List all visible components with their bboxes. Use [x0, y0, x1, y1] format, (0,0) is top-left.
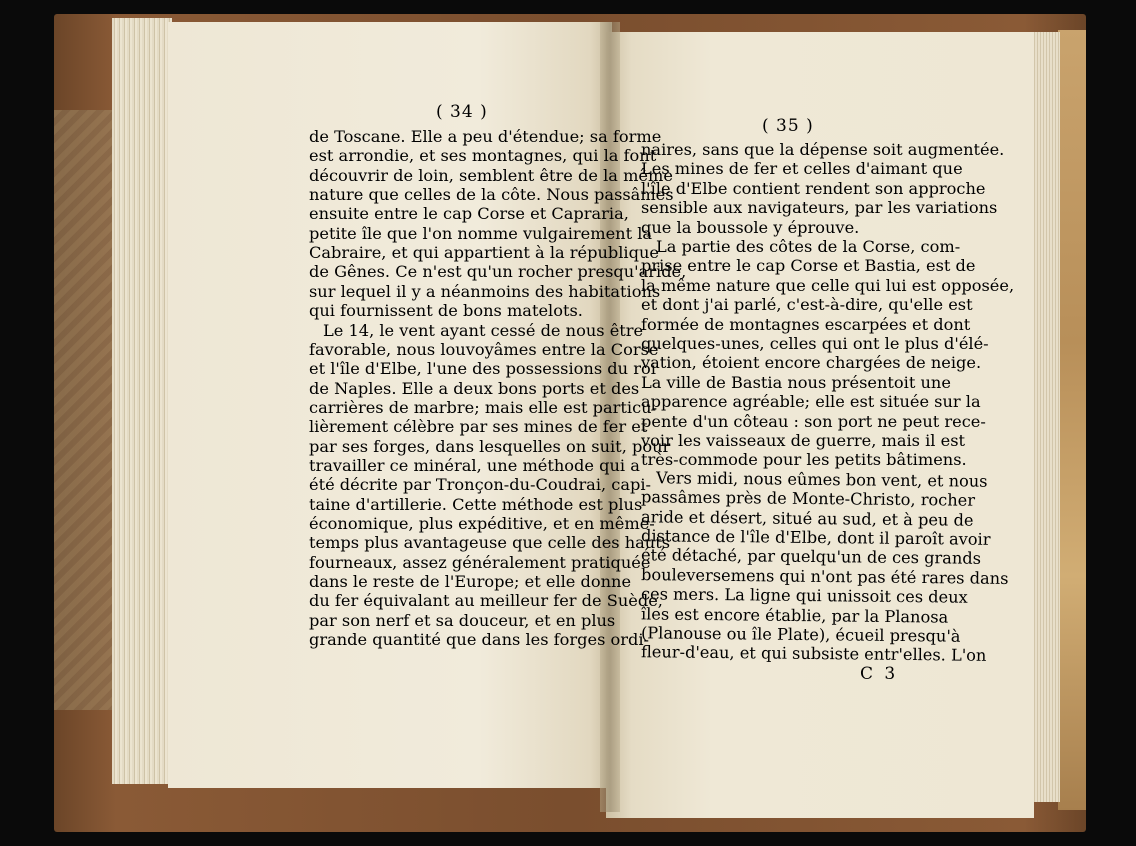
text-line: de Toscane. Elle a peu d'étendue; sa forme [309, 127, 662, 146]
text-line: taine d'artillerie. Cette méthode est plus [309, 494, 643, 514]
cover-edge-right [1058, 30, 1086, 810]
text-line: passâmes près de Monte-Christo, rocher [640, 487, 976, 510]
text-line: qui fournissent de bons matelots. [309, 301, 583, 321]
text-line: de Gênes. Ce n'est qu'un rocher presqu'aride, [309, 262, 687, 282]
text-line: nature que celles de la côte. Nous passâmes [309, 185, 674, 205]
text-line: bouleversemens qui n'ont pas été rares dans [640, 564, 1009, 588]
text-line: petite île que l'on nomme vulgairement la [309, 223, 653, 243]
text-line: économique, plus expéditive, et en même- [309, 514, 655, 533]
text-line: que la boussole y éprouve. [641, 217, 860, 237]
text-line: aride et désert, situé au sud, et à peu de [640, 506, 974, 530]
left-page-number: ( 34 ) [436, 102, 488, 122]
text-line: été décrite par Tronçon-du-Coudrai, capi- [309, 475, 652, 495]
text-line: vation, étoient encore chargées de neige. [641, 353, 982, 373]
text-line: du fer équivalant au meilleur fer de Suède, [309, 591, 663, 611]
text-line: La ville de Bastia nous présentoit une [641, 372, 951, 392]
text-line: très-commode pour les petits bâtimens. [641, 450, 967, 470]
text-line: travailler ce minéral, une méthode qui a [309, 455, 640, 475]
text-line: favorable, nous louvoyâmes entre la Corse [309, 339, 659, 359]
text-line: Les mines de fer et celles d'aimant que [641, 159, 963, 179]
text-line: formée de montagnes escarpées et dont [641, 314, 971, 334]
text-line: grande quantité que dans les forges ordi- [309, 630, 650, 650]
text-line: par son nerf et sa douceur, et en plus [309, 610, 616, 630]
page-stack-right [1032, 32, 1060, 802]
text-line: dans le reste de l'Europe; et elle donne [309, 572, 632, 592]
page-stack-left [112, 18, 172, 784]
text-line: La partie des côtes de la Corse, com- [656, 237, 961, 256]
text-line: ensuite entre le cap Corse et Capraria, [309, 204, 629, 224]
text-line: la même nature que celle qui lui est opposée, [641, 275, 1015, 295]
right-page-number: ( 35 ) [762, 116, 814, 136]
text-line: carrières de marbre; mais elle est particu- [309, 397, 658, 417]
text-line: quelques-unes, celles qui ont le plus d'élé- [641, 334, 989, 353]
text-line: fleur-d'eau, et qui subsiste entr'elles. L'on [640, 642, 987, 666]
text-line: Vers midi, nous eûmes bon vent, et nous [655, 468, 988, 491]
text-line: découvrir de loin, semblent être de la même [309, 165, 673, 185]
text-line: Le 14, le vent ayant cessé de nous être [323, 320, 644, 340]
text-line: sensible aux navigateurs, par les variations [641, 198, 998, 218]
text-line: Cabraire, et qui appartient à la république [309, 243, 659, 263]
text-line: et dont j'ai parlé, c'est-à-dire, qu'elle est [641, 295, 973, 315]
text-line: apparence agréable; elle est située sur la [641, 392, 981, 412]
text-line: prise entre le cap Corse et Bastia, est de [641, 256, 976, 276]
text-line: été détaché, par quelqu'un de ces grands [640, 545, 982, 569]
text-line: distance de l'île d'Elbe, dont il paroît avoir [640, 526, 991, 549]
text-line: ces mers. La ligne qui unissoit ces deux [640, 584, 968, 607]
text-line: lièrement célèbre par ses mines de fer et [309, 417, 648, 437]
text-line: fourneaux, assez généralement pratiquée [309, 552, 651, 572]
text-line: est arrondie, et ses montagnes, qui la font [309, 146, 657, 166]
text-line: par ses forges, dans lesquelles on suit, pour [309, 436, 671, 456]
text-line: de Naples. Elle a deux bons ports et des [309, 378, 640, 398]
text-line: pente d'un côteau : son port ne peut rece- [641, 411, 986, 431]
text-line: naires, sans que la dépense soit augmentée. [641, 140, 1005, 159]
text-line: sur lequel il y a néanmoins des habitations [309, 281, 661, 301]
signature-mark: C 3 [860, 664, 899, 684]
text-line: îles est encore établie, par la Planosa [640, 603, 949, 627]
text-line: et l'île d'Elbe, l'une des possessions du roi [309, 359, 656, 379]
text-line: (Planouse ou île Plate), écueil presqu'à [640, 623, 961, 646]
text-line: voir les vaisseaux de guerre, mais il est [641, 431, 966, 450]
text-line: temps plus avantageuse que celle des hauts [309, 533, 671, 553]
text-line: l'île d'Elbe contient rendent son approche [641, 178, 986, 198]
